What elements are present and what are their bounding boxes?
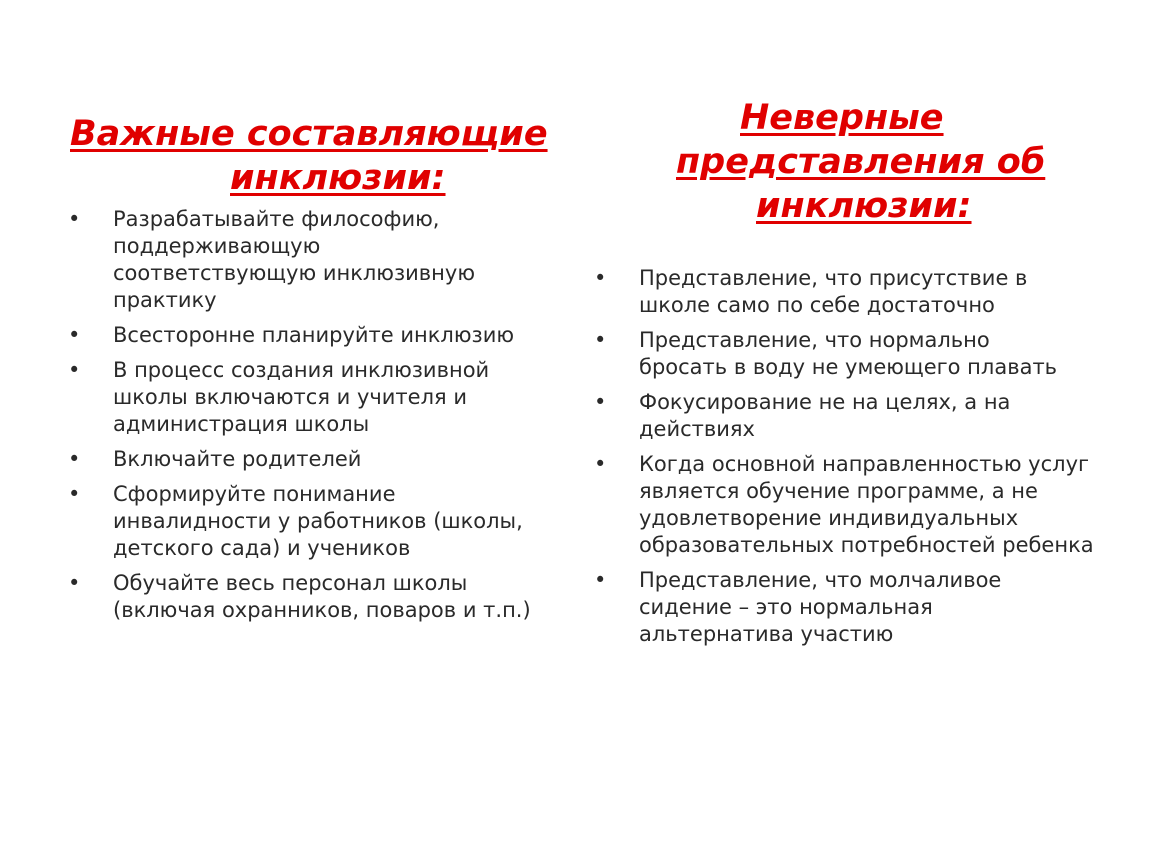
- list-item: • Представление, что нормально бросать в воду не умеющего плавать: [594, 327, 1059, 381]
- list-item: • Фокусирование не на целях, а на действиях: [594, 389, 1079, 443]
- misconceptions-list: [594, 265, 1104, 656]
- right-heading-line-3: инклюзии:: [756, 186, 972, 226]
- left-heading-line-2: инклюзии:: [230, 158, 446, 198]
- list-item: • Разрабатывайте философию, поддерживающую соответствующую инклюзивную практику: [68, 206, 513, 314]
- list-item: • Сформируйте понимание инвалидности у работников (школы, детского сада) и учеников: [68, 481, 553, 562]
- right-heading-line-2: представления об: [676, 142, 1046, 182]
- list-item: • Представление, что присутствие в школе само по себе достаточно: [594, 265, 1079, 319]
- right-heading-line-1: Неверные: [740, 98, 944, 138]
- important-components-list: [68, 206, 568, 632]
- left-heading-line-1: Важные составляющие: [70, 114, 548, 154]
- left-heading: [70, 112, 548, 200]
- list-item: • Обучайте весь персонал школы (включая охранников, поваров и т.п.): [68, 570, 533, 624]
- right-heading: [676, 96, 1045, 228]
- list-item: • Включайте родителей: [68, 446, 568, 473]
- list-item: • Всесторонне планируйте инклюзию: [68, 322, 568, 349]
- list-item: • Когда основной направленностью услуг является обучение программе, а не удовлетворение индивидуальных образовательных потребностей ребенка: [594, 451, 1109, 559]
- list-item: • В процесс создания инклюзивной школы включаются и учителя и администрация школы: [68, 357, 553, 438]
- list-item: • Представление, что молчаливое сидение – это нормальная альтернатива участию: [594, 567, 1059, 648]
